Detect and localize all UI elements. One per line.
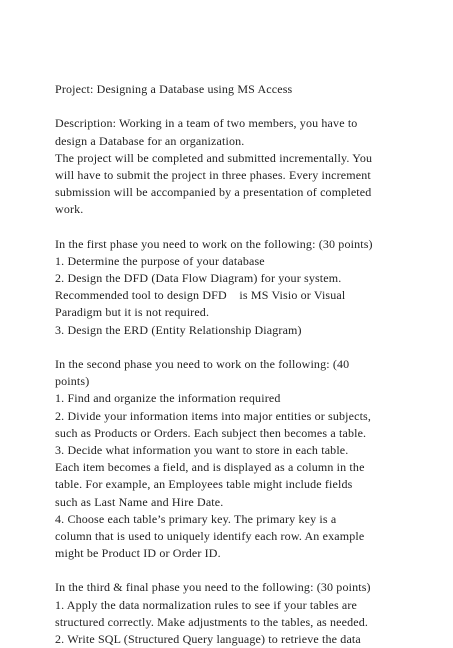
phase-two-line: In the second phase you need to work on the following: (40 xyxy=(55,357,350,371)
phase-two-line: points) xyxy=(55,374,90,389)
phase-two-line: 2. Divide your information items into major entities or subjects, xyxy=(55,408,372,423)
phase-two-line: such as Last Name and Hire Date. xyxy=(55,494,224,509)
description-line: design a Database for an organization. xyxy=(55,133,245,148)
phase-two-line: table. For example, an Employees table might include fields xyxy=(55,477,353,492)
phase-one-section xyxy=(55,236,445,339)
phase-two-line: 1. Find and organize the information required xyxy=(55,391,281,406)
phase-two-line: might be Product ID or Order ID. xyxy=(55,546,221,561)
phase-one-line: 3. Design the ERD (Entity Relationship Diagram) xyxy=(55,322,302,337)
description-line: Description: Working in a team of two members, you have to xyxy=(55,116,358,131)
phase-three-section xyxy=(55,579,445,648)
phase-three-line: In the third & final phase you need to the following: (30 points) xyxy=(55,580,371,595)
phase-three-line: 1. Apply the data normalization rules to see if your tables are xyxy=(55,597,358,612)
phase-one-line: Recommended tool to design DFD is MS Visio or Visual xyxy=(55,288,346,303)
document-title: Project: Designing a Database using MS Access xyxy=(55,82,293,96)
phase-two-line: column that is used to uniquely identify each row. An example xyxy=(55,528,365,543)
phase-two-line: Each item becomes a field, and is displayed as a column in the xyxy=(55,460,365,475)
paragraph-gap xyxy=(55,562,445,579)
phase-one-line: Paradigm but it is not required. xyxy=(55,305,210,320)
description-paragraph xyxy=(55,115,445,218)
description-line: submission will be accompanied by a presentation of completed xyxy=(55,185,372,200)
description-line: The project will be completed and submitted incrementally. You xyxy=(55,150,373,165)
phase-one-line: In the first phase you need to work on the following: (30 points) xyxy=(55,236,373,251)
description-line: will have to submit the project in three phases. Every increment xyxy=(55,167,371,182)
phase-three-line: structured correctly. Make adjustments to the tables, as needed. xyxy=(55,614,369,629)
document-body xyxy=(55,81,445,648)
phase-two-line: 3. Decide what information you want to store in each table. xyxy=(55,442,349,457)
phase-two-line: such as Products or Orders. Each subject then becomes a table. xyxy=(55,425,367,440)
phase-two-line: 4. Choose each table’s primary key. The primary key is a xyxy=(55,511,337,526)
phase-two-section xyxy=(55,356,445,562)
description-line: work. xyxy=(55,202,84,217)
phase-one-line: 1. Determine the purpose of your database xyxy=(55,253,265,268)
paragraph-gap xyxy=(55,98,445,115)
paragraph-gap xyxy=(55,219,445,236)
phase-one-line: 2. Design the DFD (Data Flow Diagram) for your system. xyxy=(55,271,342,286)
phase-three-line: 2. Write SQL (Structured Query language) to retrieve the data xyxy=(55,632,361,646)
paragraph-gap xyxy=(55,339,445,356)
